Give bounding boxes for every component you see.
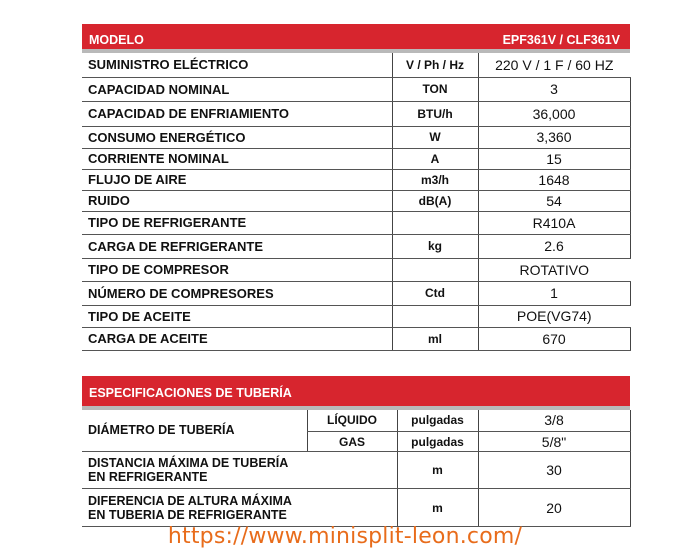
spec-unit: V / Ph / Hz <box>392 53 478 77</box>
spec-row <box>82 169 630 190</box>
spec-value: 3,360 <box>478 126 630 148</box>
spec-row <box>82 148 630 169</box>
max-distance-label <box>82 452 397 489</box>
spec-label: TIPO DE ACEITE <box>82 305 392 327</box>
piping-table <box>82 410 631 528</box>
spec-unit <box>392 258 478 281</box>
piping-row-liquid <box>82 410 630 432</box>
gas-unit: pulgadas <box>397 432 478 452</box>
model-header <box>82 24 630 53</box>
spec-row <box>82 126 630 148</box>
max-height-line1: DIFERENCIA DE ALTURA MÁXIMA <box>88 493 292 508</box>
spec-label: TIPO DE COMPRESOR <box>82 258 392 281</box>
spec-unit: TON <box>392 77 478 101</box>
spec-row <box>82 101 630 126</box>
max-height-label <box>82 489 397 527</box>
spec-value: 1 <box>478 281 630 305</box>
spec-label: TIPO DE REFRIGERANTE <box>82 211 392 234</box>
spec-label: RUIDO <box>82 190 392 211</box>
spec-unit <box>392 211 478 234</box>
spec-value: 15 <box>478 148 630 169</box>
spec-row <box>82 327 630 350</box>
spec-value: 2.6 <box>478 234 630 258</box>
spec-label: CAPACIDAD NOMINAL <box>82 77 392 101</box>
spec-label: SUMINISTRO ELÉCTRICO <box>82 53 392 77</box>
model-header-label: MODELO <box>89 32 144 47</box>
spec-row <box>82 234 630 258</box>
spec-label: CONSUMO ENERGÉTICO <box>82 126 392 148</box>
website-link[interactable]: https://www.minisplit-leon.com/ <box>167 524 523 549</box>
max-distance-unit: m <box>397 452 478 489</box>
liquid-label: LÍQUIDO <box>307 410 397 432</box>
spec-value: POE(VG74) <box>478 305 630 327</box>
max-height-line2: EN TUBERIA DE REFRIGERANTE <box>88 507 287 522</box>
gas-label: GAS <box>307 432 397 452</box>
liquid-value: 3/8 <box>478 410 630 432</box>
model-number: EPF361V / CLF361V <box>502 32 620 47</box>
max-height-unit: m <box>397 489 478 527</box>
piping-title: ESPECIFICACIONES DE TUBERÍA <box>89 385 292 400</box>
spec-value: 54 <box>478 190 630 211</box>
piping-header <box>82 376 630 410</box>
spec-label: FLUJO DE AIRE <box>82 169 392 190</box>
spec-row <box>82 211 630 234</box>
gas-value: 5/8" <box>478 432 630 452</box>
spec-row <box>82 281 630 305</box>
specs-table <box>82 53 631 351</box>
pipe-diameter-label: DIÁMETRO DE TUBERÍA <box>82 410 307 452</box>
max-distance-line1: DISTANCIA MÁXIMA DE TUBERÍA <box>88 456 289 470</box>
spec-label: CARGA DE REFRIGERANTE <box>82 234 392 258</box>
max-height-value: 20 <box>478 489 630 527</box>
max-distance-value: 30 <box>478 452 630 489</box>
spec-sheet <box>82 24 630 527</box>
spec-value: 1648 <box>478 169 630 190</box>
spec-unit: m3/h <box>392 169 478 190</box>
spec-row <box>82 258 630 281</box>
spec-value: 220 V / 1 F / 60 HZ <box>478 53 630 77</box>
spec-unit: ml <box>392 327 478 350</box>
spec-row <box>82 53 630 77</box>
max-distance-line2: EN REFRIGERANTE <box>88 470 208 484</box>
spec-unit: dB(A) <box>392 190 478 211</box>
spec-value: ROTATIVO <box>478 258 630 281</box>
spec-value: R410A <box>478 211 630 234</box>
spec-unit: W <box>392 126 478 148</box>
spec-value: 36,000 <box>478 101 630 126</box>
spec-row <box>82 190 630 211</box>
spec-unit: kg <box>392 234 478 258</box>
piping-row-max-distance <box>82 452 630 489</box>
spec-value: 3 <box>478 77 630 101</box>
spec-label: NÚMERO DE COMPRESORES <box>82 281 392 305</box>
piping-row-max-height <box>82 489 630 527</box>
spec-row <box>82 77 630 101</box>
spec-unit <box>392 305 478 327</box>
spec-unit: Ctd <box>392 281 478 305</box>
spec-value: 670 <box>478 327 630 350</box>
spec-row <box>82 305 630 327</box>
spec-label: CORRIENTE NOMINAL <box>82 148 392 169</box>
spec-label: CARGA DE ACEITE <box>82 327 392 350</box>
liquid-unit: pulgadas <box>397 410 478 432</box>
spec-label: CAPACIDAD DE ENFRIAMIENTO <box>82 101 392 126</box>
spec-unit: BTU/h <box>392 101 478 126</box>
spec-unit: A <box>392 148 478 169</box>
